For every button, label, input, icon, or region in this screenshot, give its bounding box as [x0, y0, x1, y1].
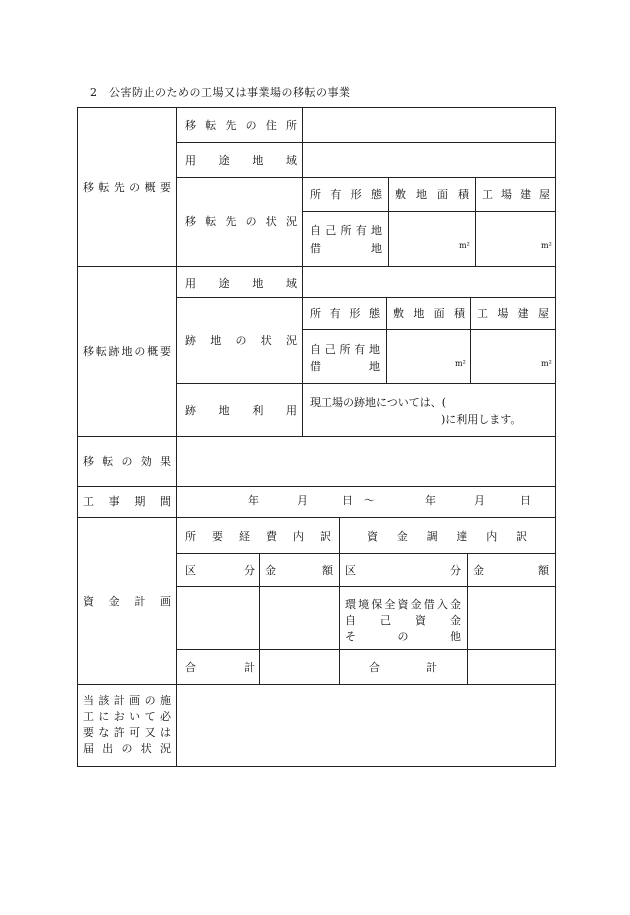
end-day-unit: 日 [520, 494, 531, 507]
construction-period-label: 工 事 期 間 [83, 495, 171, 508]
relocation-effect-label: 移 転 の 効 果 [83, 455, 171, 468]
destination-address-field[interactable] [307, 111, 551, 139]
funding-plan-label: 資 金 計 画 [83, 595, 171, 608]
vacated-use-label: 跡 地 利 用 [185, 404, 297, 417]
destination-site-area-header: 敷 地 面 積 [395, 188, 469, 201]
destination-owned-land: 自 己 所 有 地 [310, 224, 382, 237]
vacated-site-area-field[interactable] [391, 333, 467, 381]
start-month-unit: 月 [297, 494, 308, 507]
vacated-ownership-header: 所 有 形 態 [310, 307, 380, 320]
expense-total-field[interactable] [263, 653, 335, 681]
destination-site-area-unit: m² [459, 241, 470, 250]
destination-overview-label: 移 転 先 の 概 要 [83, 181, 171, 194]
expense-amount-field[interactable] [263, 591, 335, 645]
vacated-use-text-2: )に利用します。 [441, 413, 522, 426]
destination-status-label: 移 転 先 の 状 況 [185, 215, 297, 228]
procurement-breakdown-header: 資 金 調 達 内 訳 [367, 530, 527, 543]
expense-total-label: 合 計 [185, 661, 255, 674]
permits-label-line-3: 要 な 許 可 又 は [83, 726, 171, 739]
permits-status-field[interactable] [181, 689, 551, 763]
period-separator: ～ [364, 494, 375, 507]
vacated-site-area-unit: m² [455, 359, 466, 368]
destination-address-label: 移 転 先 の 住 所 [185, 119, 297, 132]
start-day-unit: 日 [342, 494, 353, 507]
start-year-unit: 年 [248, 494, 259, 507]
vacated-building-field[interactable] [475, 333, 551, 381]
other-funds-item: そ の 他 [345, 630, 461, 643]
vacated-owned-land: 自 己 所 有 地 [310, 343, 380, 356]
destination-zoning-field[interactable] [307, 145, 551, 173]
destination-leased-land: 借 地 [310, 242, 382, 255]
vacated-zoning-field[interactable] [307, 270, 551, 294]
destination-zoning-label: 用 途 地 域 [185, 154, 297, 167]
vacated-site-area-header: 敷 地 面 積 [393, 307, 465, 320]
permits-label-line-2: 工 に お い て 必 [83, 710, 171, 723]
page-heading: 2 公害防止のための工場又は事業場の移転の事業 [90, 86, 351, 99]
procurement-total-field[interactable] [471, 653, 551, 681]
vacated-use-field[interactable] [393, 395, 439, 427]
application-form-table [77, 107, 556, 767]
relocation-effect-field[interactable] [181, 441, 551, 483]
destination-ownership-header: 所 有 形 態 [310, 188, 382, 201]
env-loan-item: 環 境 保 全 資 金 借 入 金 [345, 598, 461, 611]
expense-category-field[interactable] [181, 591, 255, 645]
destination-building-unit: m² [541, 241, 552, 250]
expense-category-header: 区 分 [185, 564, 255, 577]
destination-building-field[interactable] [480, 215, 552, 263]
vacated-status-label: 跡 地 の 状 況 [185, 334, 297, 347]
destination-building-header: 工 場 建 屋 [482, 188, 550, 201]
procurement-amount-header: 金 額 [473, 564, 549, 577]
vacated-use-text-1: 現工場の跡地については、( [310, 396, 447, 409]
permits-label-line-4: 届 出 の 状 況 [83, 742, 171, 755]
procurement-category-header: 区 分 [345, 564, 461, 577]
vacated-zoning-label: 用 途 地 域 [185, 277, 297, 290]
permits-label-line-1: 当 該 計 画 の 施 [83, 694, 171, 707]
expense-breakdown-header: 所 要 経 費 内 訳 [185, 530, 331, 543]
own-funds-item: 自 己 資 金 [345, 614, 461, 627]
end-month-unit: 月 [474, 494, 485, 507]
vacated-building-unit: m² [541, 359, 552, 368]
vacated-leased-land: 借 地 [310, 360, 380, 373]
procurement-total-label: 合 計 [369, 661, 437, 674]
procurement-amount-field[interactable] [471, 591, 551, 645]
expense-amount-header: 金 額 [265, 564, 333, 577]
destination-site-area-field[interactable] [393, 215, 471, 263]
end-year-unit: 年 [425, 494, 436, 507]
vacated-site-overview-label: 移 転 跡 地 の 概 要 [83, 345, 171, 358]
vacated-building-header: 工 場 建 屋 [477, 307, 549, 320]
